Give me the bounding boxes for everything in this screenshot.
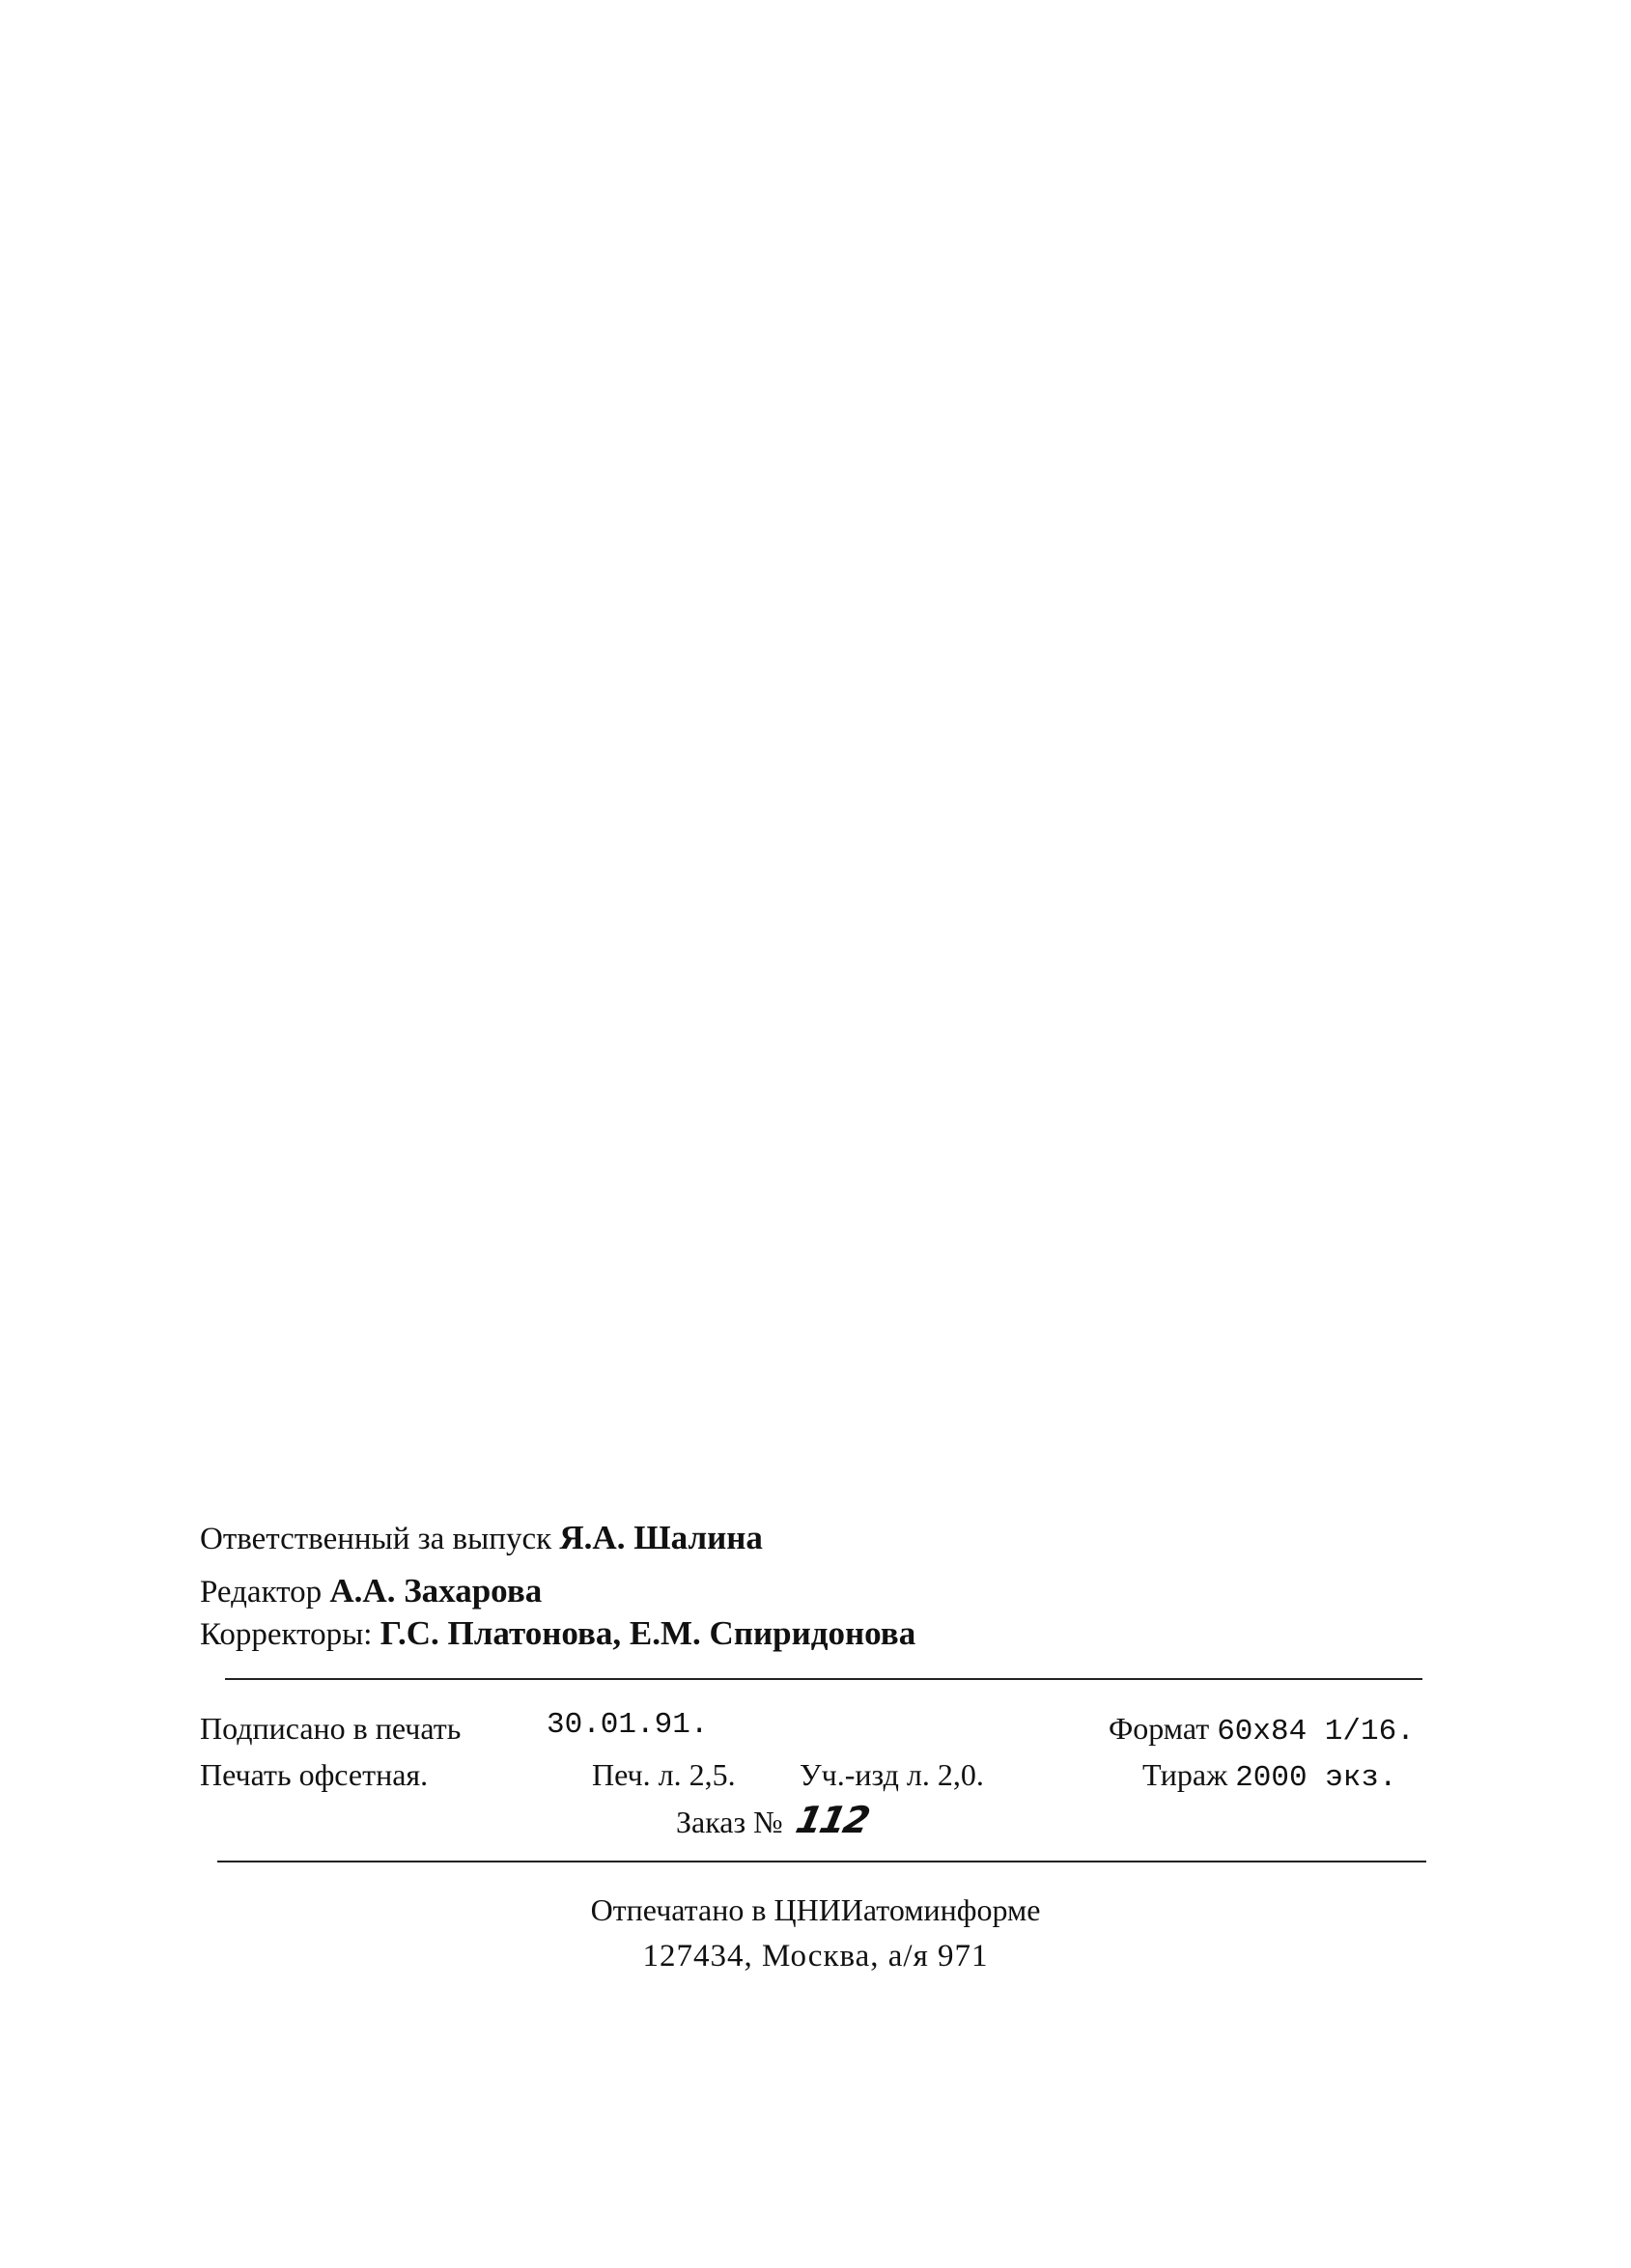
printer-name: Отпечатано в ЦНИИатоминформе	[590, 1892, 1041, 1927]
printer-line-1	[0, 1890, 1631, 1929]
responsible-name: Я.А. Шалина	[559, 1519, 763, 1556]
correctors-line	[200, 1614, 915, 1654]
order-number-handwritten: 112	[791, 1799, 872, 1841]
editor-label: Редактор	[200, 1575, 323, 1610]
circulation-label: Тираж	[1142, 1757, 1228, 1792]
publisher-sheets: Уч.-изд л. 2,0.	[800, 1757, 984, 1792]
signed-label: Подписано в печать	[200, 1711, 462, 1746]
print-type: Печать офсетная.	[200, 1757, 429, 1792]
correctors-label: Корректоры:	[200, 1617, 373, 1652]
circulation-value: 2000 экз.	[1235, 1761, 1397, 1795]
bottom-divider	[217, 1861, 1426, 1862]
printer-line-2	[0, 1936, 1631, 1975]
format-value: 60х84 1/16.	[1217, 1715, 1415, 1749]
correctors-names: Г.С. Платонова, Е.М. Спиридонова	[380, 1614, 916, 1652]
format-line	[1109, 1709, 1415, 1751]
signed-date: 30.01.91.	[547, 1708, 709, 1742]
editor-name: А.А. Захарова	[329, 1572, 543, 1610]
circulation-line	[1142, 1755, 1397, 1798]
printer-address: 127434, Москва, а/я 971	[642, 1939, 989, 1974]
responsible-line	[200, 1519, 763, 1558]
responsible-label: Ответственный за выпуск	[200, 1522, 552, 1556]
editor-line	[200, 1572, 542, 1611]
order-line	[676, 1799, 872, 1841]
order-label: Заказ №	[676, 1805, 783, 1839]
print-sheets: Печ. л. 2,5.	[592, 1757, 736, 1792]
format-label: Формат	[1109, 1711, 1210, 1746]
top-divider	[225, 1678, 1422, 1680]
